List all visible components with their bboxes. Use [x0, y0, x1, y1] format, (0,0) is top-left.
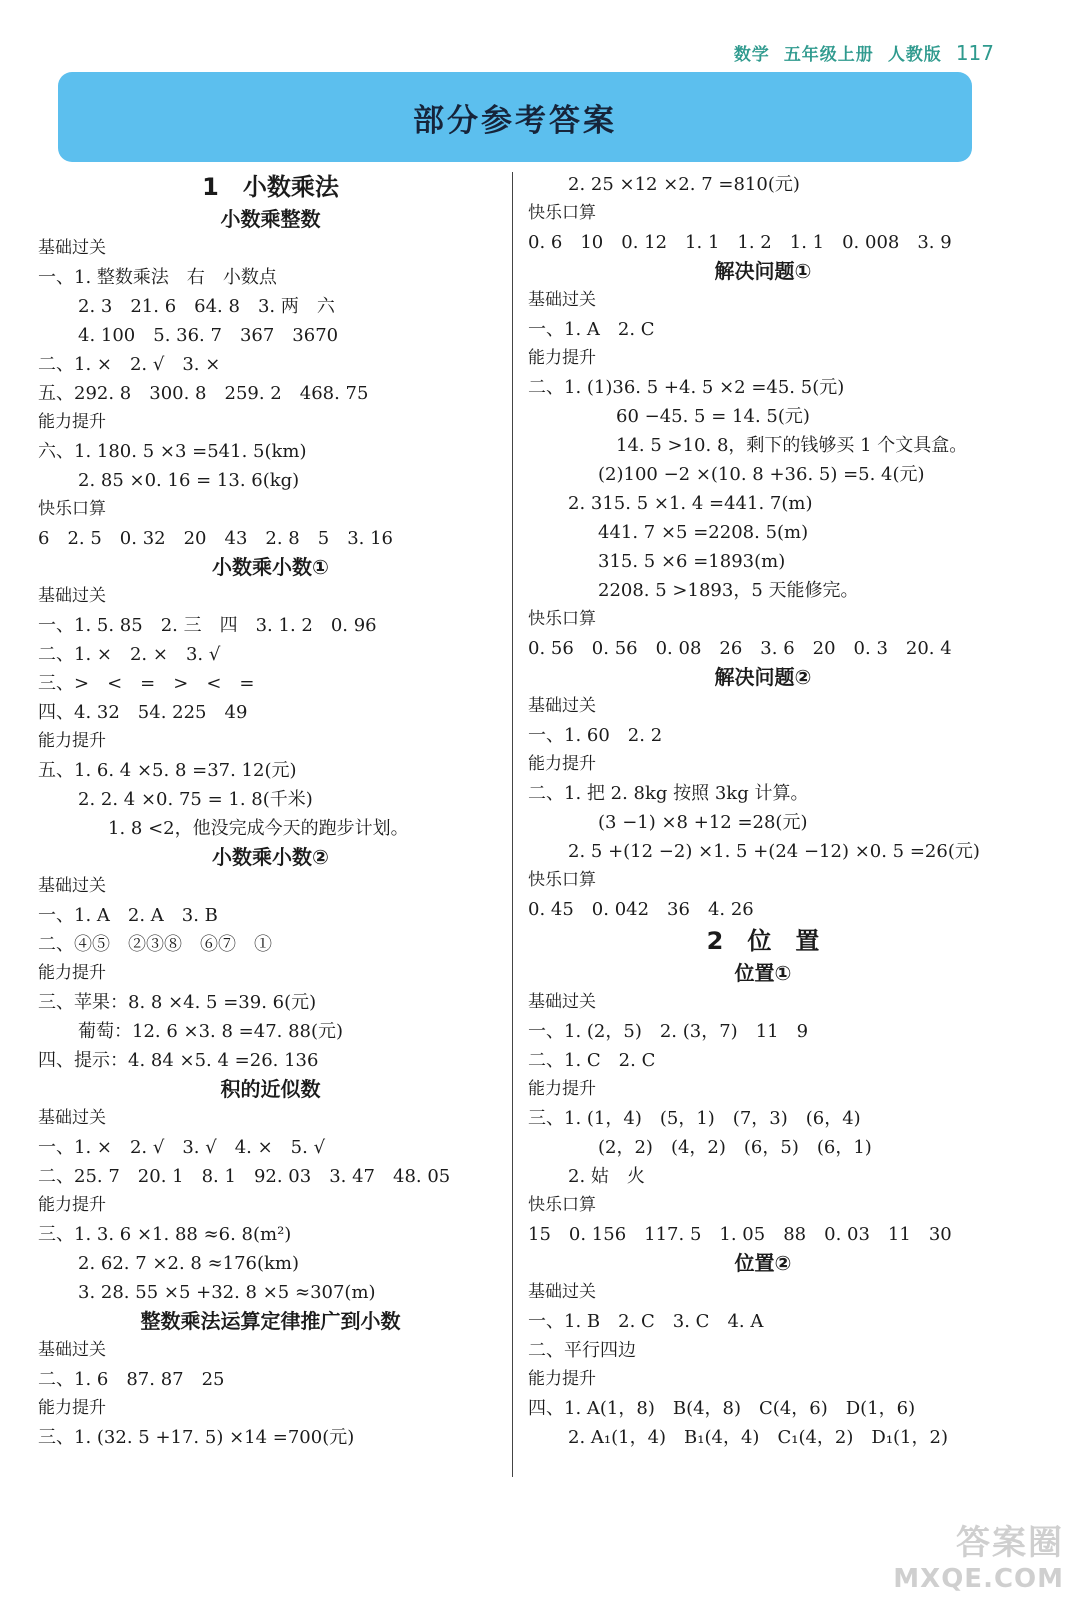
answer-line: (2，2) (4，2) (6，5) (6，1)	[598, 1137, 872, 1158]
section-heading: 整数乘法运算定律推广到小数	[140, 1309, 401, 1333]
watermark-line1: 答案圈	[956, 1523, 1064, 1563]
answer-line: 一、1. A 2. A 3. B	[38, 905, 218, 926]
section-heading: 位置②	[734, 1251, 792, 1275]
subsection-label: 能力提升	[38, 963, 106, 983]
answer-line: 三、1. (32. 5 +17. 5) ×14 =700(元)	[38, 1427, 355, 1448]
answer-line: 0. 45 0. 042 36 4. 26	[528, 899, 754, 920]
subsection-label: 能力提升	[38, 731, 106, 751]
page-header	[720, 40, 994, 65]
subsection-label: 能力提升	[528, 1079, 596, 1099]
answer-line: 四、提示：4. 84 ×5. 4 =26. 136	[38, 1050, 319, 1071]
answer-line: 葡萄：12. 6 ×3. 8 =47. 88(元)	[78, 1021, 344, 1042]
answer-line: 一、1. B 2. C 3. C 4. A	[528, 1311, 764, 1332]
section-heading: 小数乘整数	[220, 207, 321, 231]
answer-line: 2. 85 ×0. 16 = 13. 6(kg)	[78, 470, 300, 491]
header-grade: 五年级上册	[783, 45, 874, 65]
answer-line: 1. 8 <2，他没完成今天的跑步计划。	[108, 818, 409, 839]
answer-line: 一、1. 5. 85 2. 三 四 3. 1. 2 0. 96	[38, 615, 377, 636]
header-edition: 人教版	[887, 45, 942, 65]
subsection-label: 基础过关	[38, 1340, 106, 1360]
answer-line: 二、1. × 2. √ 3. ×	[38, 354, 221, 375]
answer-line: 3. 28. 55 ×5 +32. 8 ×5 ≈307(m)	[78, 1282, 376, 1303]
chapter-heading: 2 位 置	[706, 927, 820, 955]
answer-line: 五、292. 8 300. 8 259. 2 468. 75	[38, 383, 369, 404]
answer-line: 二、1. 把 2. 8kg 按照 3kg 计算。	[528, 783, 809, 804]
watermark-line2: MXQE.COM	[893, 1564, 1064, 1594]
chapter-heading: 1 小数乘法	[202, 173, 339, 201]
answer-line: 2. 25 ×12 ×2. 7 =810(元)	[568, 174, 800, 195]
watermark-logo	[893, 1515, 1064, 1594]
answer-line: 二、④⑤ ②③⑧ ⑥⑦ ①	[38, 934, 272, 955]
subsection-label: 快乐口算	[528, 1195, 596, 1215]
answer-line: 2. 315. 5 ×1. 4 =441. 7(m)	[568, 493, 813, 514]
answer-line: 一、1. 60 2. 2	[528, 725, 663, 746]
subsection-label: 快乐口算	[528, 870, 596, 890]
subsection-label: 基础过关	[528, 290, 596, 310]
section-heading: 解决问题②	[714, 665, 812, 689]
answer-line: 一、1. (2，5) 2. (3，7) 11 9	[528, 1021, 809, 1042]
answer-line: (3 −1) ×8 +12 =28(元)	[598, 812, 808, 833]
answer-line: 14. 5 >10. 8，剩下的钱够买 1 个文具盒。	[616, 435, 968, 456]
answer-line: 一、1. A 2. C	[528, 319, 655, 340]
subsection-label: 快乐口算	[38, 499, 106, 519]
section-heading: 小数乘小数②	[212, 845, 329, 869]
answer-line: 4. 100 5. 36. 7 367 3670	[78, 325, 339, 346]
answer-line: 2. A₁(1，4) B₁(4，4) C₁(4，2) D₁(1，2)	[568, 1427, 948, 1448]
answer-line: 2. 姑 火	[568, 1166, 645, 1187]
page-title: 部分参考答案	[413, 102, 617, 139]
page-number: 117	[955, 41, 994, 65]
answer-line: 二、1. C 2. C	[528, 1050, 656, 1071]
subsection-label: 能力提升	[38, 412, 106, 432]
subsection-label: 基础过关	[528, 696, 596, 716]
left-column	[38, 170, 503, 1452]
answer-line: 四、4. 32 54. 225 49	[38, 702, 248, 723]
header-subject: 数学	[733, 45, 770, 65]
subsection-label: 能力提升	[528, 1369, 596, 1389]
section-heading: 小数乘小数①	[212, 555, 329, 579]
answer-line: 60 −45. 5 = 14. 5(元)	[616, 406, 810, 427]
answer-line: 三、1. 3. 6 ×1. 88 ≈6. 8(m²)	[38, 1224, 292, 1245]
answer-line: 2. 62. 7 ×2. 8 ≈176(km)	[78, 1253, 300, 1274]
subsection-label: 能力提升	[528, 348, 596, 368]
answer-line: 15 0. 156 117. 5 1. 05 88 0. 03 11 30	[528, 1224, 952, 1245]
right-column	[528, 170, 998, 1452]
section-heading: 积的近似数	[220, 1077, 321, 1101]
answer-line: 五、1. 6. 4 ×5. 8 =37. 12(元)	[38, 760, 297, 781]
subsection-label: 能力提升	[38, 1398, 106, 1418]
answer-line: 一、1. × 2. √ 3. √ 4. × 5. √	[38, 1137, 326, 1158]
answer-line: 2. 5 +(12 −2) ×1. 5 +(24 −12) ×0. 5 =26(元)	[568, 841, 980, 862]
answer-line: 二、平行四边	[528, 1340, 636, 1361]
subsection-label: 基础过关	[528, 1282, 596, 1302]
answer-line: 一、1. 整数乘法 右 小数点	[38, 267, 277, 288]
answer-line: 二、1. (1)36. 5 +4. 5 ×2 =45. 5(元)	[528, 377, 845, 398]
answer-line: 三、苹果：8. 8 ×4. 5 =39. 6(元)	[38, 992, 317, 1013]
answer-line: (2)100 −2 ×(10. 8 +36. 5) =5. 4(元)	[598, 464, 925, 485]
subsection-label: 基础过关	[38, 586, 106, 606]
subsection-label: 能力提升	[38, 1195, 106, 1215]
answer-line: 315. 5 ×6 =1893(m)	[598, 551, 786, 572]
answer-line: 三、1. (1，4) (5，1) (7，3) (6，4)	[528, 1108, 861, 1129]
answer-line: 六、1. 180. 5 ×3 =541. 5(km)	[38, 441, 307, 462]
subsection-label: 基础过关	[528, 992, 596, 1012]
answer-line: 2208. 5 >1893，5 天能修完。	[598, 580, 859, 601]
title-banner	[58, 72, 972, 162]
answer-line: 2. 3 21. 6 64. 8 3. 两 六	[78, 296, 335, 317]
subsection-label: 能力提升	[528, 754, 596, 774]
section-heading: 解决问题①	[714, 259, 812, 283]
answer-line: 四、1. A(1，8) B(4，8) C(4，6) D(1，6)	[528, 1398, 916, 1419]
subsection-label: 基础过关	[38, 876, 106, 896]
subsection-label: 基础过关	[38, 238, 106, 258]
answer-line: 0. 6 10 0. 12 1. 1 1. 2 1. 1 0. 008 3. 9	[528, 232, 952, 253]
answer-line: 三、> < = > < =	[38, 673, 255, 694]
answer-line: 二、25. 7 20. 1 8. 1 92. 03 3. 47 48. 05	[38, 1166, 451, 1187]
subsection-label: 快乐口算	[528, 203, 596, 223]
subsection-label: 基础过关	[38, 1108, 106, 1128]
column-divider	[512, 172, 513, 1477]
answer-line: 二、1. × 2. × 3. √	[38, 644, 221, 665]
answer-line: 二、1. 6 87. 87 25	[38, 1369, 225, 1390]
answer-line: 0. 56 0. 56 0. 08 26 3. 6 20 0. 3 20. 4	[528, 638, 952, 659]
answer-line: 441. 7 ×5 =2208. 5(m)	[598, 522, 809, 543]
subsection-label: 快乐口算	[528, 609, 596, 629]
answer-line: 2. 2. 4 ×0. 75 = 1. 8(千米)	[78, 789, 313, 810]
section-heading: 位置①	[734, 961, 792, 985]
answer-line: 6 2. 5 0. 32 20 43 2. 8 5 3. 16	[38, 528, 394, 549]
